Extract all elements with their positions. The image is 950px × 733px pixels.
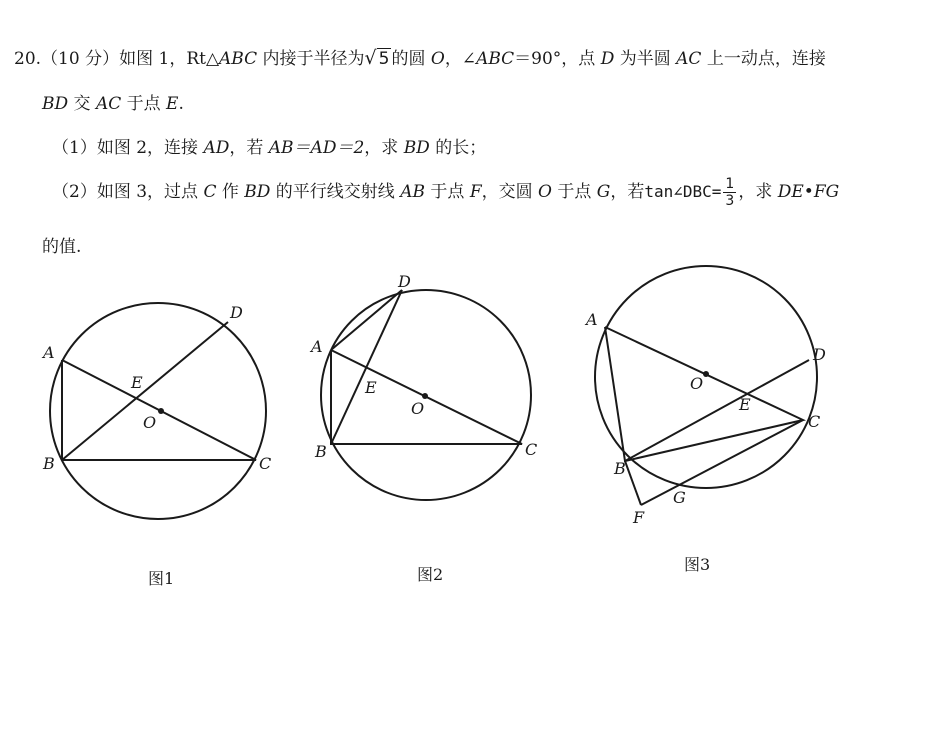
part-1-text: ，求 — [364, 138, 404, 158]
label-e: E — [365, 378, 377, 397]
problem-number: 20. — [14, 49, 42, 69]
segment-ad — [331, 290, 402, 350]
segment-bd — [62, 322, 228, 460]
stem-text: . — [178, 94, 184, 114]
figure-2-caption: 图2 — [417, 565, 444, 584]
point-name: G — [596, 182, 611, 202]
segment-name: AD — [203, 138, 230, 158]
circle-name: O — [538, 182, 552, 202]
figure-1-caption: 图1 — [148, 569, 175, 588]
label-a: A — [43, 343, 55, 362]
part-1-condition: AB＝AD＝2 — [268, 138, 365, 158]
label-d: D — [398, 272, 411, 291]
part-2-text: 于点 — [425, 182, 470, 202]
center-dot — [158, 408, 164, 414]
target-expression: DE•FG — [777, 182, 840, 202]
part-1-text: ，若 — [229, 138, 269, 158]
tan-expression: tan∠DBC= — [644, 182, 722, 201]
stem-text: 于点 — [121, 94, 167, 114]
part-2-text: 作 — [216, 182, 245, 202]
label-f: F — [633, 508, 645, 527]
label-o: O — [143, 413, 157, 432]
problem-points: （10 分） — [41, 49, 120, 69]
segment-cf — [641, 420, 803, 505]
segment-name: BD — [244, 182, 271, 202]
triangle-abc — [605, 327, 803, 461]
segment-bd — [331, 290, 402, 444]
label-b: B — [614, 459, 626, 478]
label-a: A — [311, 337, 323, 356]
label-b: B — [43, 454, 55, 473]
label-c: C — [259, 454, 272, 473]
label-g: G — [673, 488, 686, 507]
ray-bf — [625, 461, 641, 505]
label-c: C — [525, 440, 538, 459]
label-c: C — [808, 412, 821, 431]
label-d: D — [230, 303, 243, 322]
label-e: E — [131, 373, 143, 392]
stem-text: ＝90° — [514, 49, 562, 69]
sqrt-expression: √ 5 — [364, 47, 390, 69]
segment-name: BD — [42, 94, 69, 114]
stem-text: 内接于半径为 — [257, 49, 365, 69]
segment-name: BD — [403, 138, 430, 158]
point-name: D — [600, 49, 615, 69]
fraction-denominator: 3 — [725, 193, 735, 209]
part-1-prefix: （1）如图 2，连接 — [52, 138, 204, 158]
stem-text: ，∠ — [444, 49, 477, 69]
label-e: E — [739, 395, 751, 414]
part-2-text: ，求 — [738, 182, 778, 202]
stem-text: ，点 — [561, 49, 601, 69]
part-2-text: 于点 — [551, 182, 597, 202]
label-o: O — [411, 399, 425, 418]
label-a: A — [586, 310, 598, 329]
ray-name: AB — [400, 182, 425, 202]
part-2-text: ，交圆 — [481, 182, 539, 202]
figure-3-caption: 图3 — [684, 555, 711, 574]
point-name: C — [203, 182, 217, 202]
angle-name: ABC — [476, 49, 515, 69]
part-2-text: ，若 — [610, 182, 645, 202]
stem-text: 为半圆 — [614, 49, 677, 69]
figure-3 — [595, 266, 817, 505]
part-1-text: 的长； — [429, 138, 487, 158]
label-d: D — [813, 345, 826, 364]
point-name: F — [469, 182, 482, 202]
triangle-name: ABC — [219, 49, 258, 69]
part-2-text: 的平行线交射线 — [270, 182, 401, 202]
stem-text: 如图 1，Rt△ — [119, 49, 220, 69]
stem-text: 交 — [68, 94, 96, 114]
stem-text: 上一动点，连接 — [701, 49, 826, 69]
label-b: B — [315, 442, 327, 461]
stem-text: 的圆 — [391, 49, 431, 69]
fraction-numerator: 1 — [725, 176, 735, 192]
part-2-prefix: （2）如图 3，过点 — [52, 182, 204, 202]
point-name: E — [166, 94, 179, 114]
sqrt-argument: 5 — [378, 49, 390, 69]
center-dot — [703, 371, 709, 377]
label-o: O — [690, 374, 704, 393]
part-2-text: 的值. — [42, 237, 82, 257]
arc-name: AC — [676, 49, 702, 69]
circle-name: O — [430, 49, 445, 69]
segment-name: AC — [95, 94, 122, 114]
